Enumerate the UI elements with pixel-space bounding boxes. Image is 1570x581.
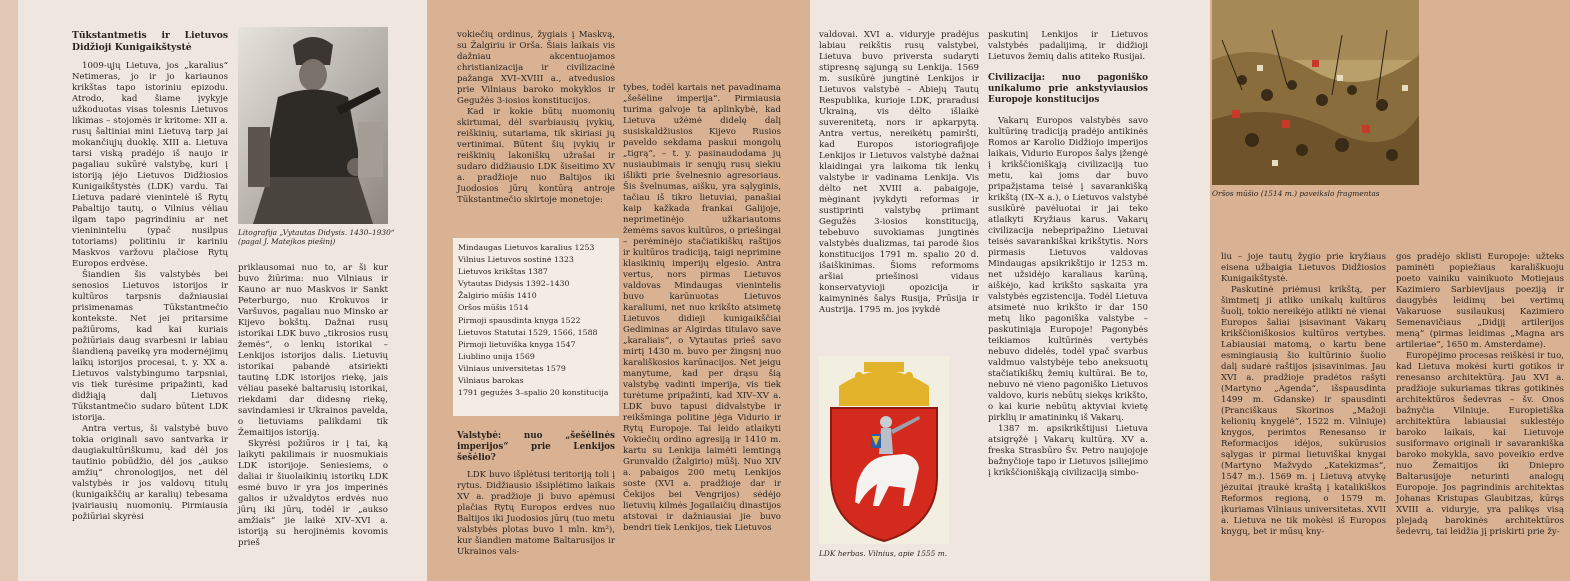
timeline-entry: Vilniaus universitetas 1579 [458, 363, 566, 373]
page2-column-1 [457, 30, 615, 206]
page2-col1-p2: Kad ir kokie būtų nuomonių skirtumai, dėl svarbiausių įvykių, reiškinių, sutariama, tik skiriasi jų vertinimai. Būtent šių įvykių ir reiškinių lakoniškų užrašai ir sudaro didžiausio LDK šiseitimo XV a. pradžioje nuo Baltijos iki Juodosios jūrų kontūrą antroje Tūkstantmečio skirtoje monetoje: [457, 107, 615, 205]
page-3 [810, 0, 1210, 581]
page3-column-2 [988, 30, 1148, 479]
coin-timeline-box [453, 238, 619, 416]
page4-col1-text [1221, 252, 1386, 538]
page3-col2-top: paskutinį Lenkijos ir Lietuvos valstybės padalijimą, ir didžioji Lietuvos žemių dalis atiteko Rusijai. [988, 30, 1148, 62]
timeline-entry: Vytautas Didysis 1392–1430 [458, 279, 570, 289]
page2-column-1-bottom [457, 424, 615, 558]
vytautas-image-caption: Litografija „Vytautas Didysis. 1430–1930“ (pagal J. Matejkos piešinį) [238, 228, 395, 246]
page4-column-1 [1221, 252, 1386, 538]
timeline-entry: Oršos mūšis 1514 [458, 303, 529, 313]
timeline-entry: Vilniaus barokas [458, 376, 524, 386]
page2-column-2 [623, 83, 781, 534]
section-heading-state: Valstybė: nuo „šešėlinės imperijos“ prie Lenkijos šešėlio? [457, 431, 615, 463]
paragraph: Paskutinė priėmusi krikštą, per šimtmetį ji atliko unikalų kultūros šuolį, tokio nereikėjo atlikti nė vienai Europos šaliai įsisavinant Vakarų krikščioniškosios kultūros vertybes. Labiausiai matomą, o kartu bene esmingiausią šio kultūrinio šuolio dalį sudarė raštijos įsisavinimas. Jau XVI a. pradžioje pradėtos rašyti (Martyno „Agenda“, išspausdinta 1499 m. Gdanske) ir spausdinti (Pranciškaus Skorinos „Mažoji kelionių knygelė“, 1522 m. Vilniuje) knygos, perimtos Renesanso ir Reformacijos idėjos, sukūrusios sąlygas ir pirmai lietuviškai knygai (Martyno Mažvydo „Katekizmas“, 1547 m.). 1569 m. į Lietuvą atvykę jėzuitai įtraukė kraštą į katalikiškos Reformos regioną, o 1579 m. įkuriamas Vilniaus universitetas. XVII a. Lietuva ne tik mokėsi iš Europos knygų, bet ir mūsų kny- [1221, 285, 1386, 537]
page1-column-2 [238, 263, 388, 549]
section-heading-millennium: Tūkstantmetis ir Lietuvos Didžioji Kunigaikštystė [72, 30, 228, 53]
page1-col1-text [72, 61, 228, 523]
paragraph: Šiandien šis valstybės bei senosios Lietuvos istorijos ir kultūros tarpsnis dažniausiai prisimenamas Tūkstantmečio kontekste. Net jei pritarsime pažiūroms, kad kai kuriais požiūriais daug svarbesni ir labiau šiandieną paveikę yra modernėjimų laikų istorijos procesai, t. y. XX a. Lietuvos valstybingumo tarpsniai, vis tiek turėsime pripažinti, kad didžiąją dalį Lietuvos Tūkstantmečio sudaro būtent LDK istorija. [72, 270, 228, 423]
page2-col2-text [623, 83, 781, 534]
timeline-entry: Mindaugas Lietuvos karalius 1253 [458, 243, 595, 252]
timeline-entry: Pirmoji lietuviška knyga 1547 [458, 339, 576, 349]
orsha-battle-painting-image [1212, 0, 1419, 185]
page1-column-1 [72, 30, 228, 523]
paragraph: Europėjimo procesas reiškėsi ir tuo, kad Lietuva mokėsi kurti gotikos ir renesanso architektūrą. Jau XVI a. pradžioje sukuriamas tikras gotikinės architektūros šedevras – šv. Onos bažnyčia Vilniuje. Europietiška architektūra labiausiai suklestėjo baroko laikais, kai Lietuvoje susiformavo originali ir savarankiška baroko mokykla, savo poveikio erdve nuo Žemaitijos iki Dniepro Baltarusijoje neturinti analogų Europoje. Jos pagrindinis architektas Johanas Kristupas Glaubitzas, kūręs XVIII a. viduryje, yra palikęs visą plejadą barokinės architektūros šedevrų, tai leidžia jį priskirti prie žy- [1396, 351, 1564, 537]
paragraph: Skyrėsi požiūros ir į tai, ką laikyti pakilimais ir nuosmukiais LDK istorijoje. Seniesiems, o daliai ir šiuolaikinių istorikų LDK esmė buvo ir yra jos imperinės galios ir užvaldytos erdvės nuo jūrų iki jūrų, todėl ir „aukso amžiais“ jie laikė XIV–XVI a. istoriją su herojinėmis kovomis prieš [238, 439, 388, 548]
page2-col1-top: vokiečių ordinus, žygiais į Maskvą, su Žalgiriu ir Orša. Šiais laikais vis dažniau akcentuojamos christianizacija ir civilizacinė pažanga XVI–XVIII a., atvedusios prie Vilniaus baroko mokyklos ir Gegužės 3-iosios konstitucijos. [457, 30, 615, 106]
paragraph: gos pradėjo sklisti Europoje: užteks paminėti popiežiaus karališkuoju poeto vainiku vainikuoto Motiejaus Kazimiero Sarbievijaus poeziją ir daugybės leidimų bei vertimų Vakaruose susilaukusį Kazimiero Semenavičiaus „Didįjį artilerijos meną“ (pirmas leidimas „Magna ars artileriae“, 1650 m. Amsterdame). [1396, 252, 1564, 350]
coat-of-arms-caption: LDK herbas. Vilnius, apie 1555 m. [819, 549, 948, 558]
paragraph: 1009-ųjų Lietuva, jos „karalius“ Netimeras, jo ir jo kariaunos krikštas tapo istoriniu epizodu. Atrodo, kad šiame įvykyje užkoduotas visas tolesnis Lietuvos likimas – stojomės ir kritome: XII a. rusų šaltiniai mini Lietuvą tarp jai mokančiųjų duoklę. XIII a. Lietuva tarsi viską pradėjo iš naujo ir pagaliau sukūrė valstybę, kuri į istoriją įėjo Lietuvos Didžiosios Kunigaikštystės (LDK) vardu. Tai Lietuva padarė vienintelė iš Rytų Pabaltijo tautų, o Vilnius vėliau ilgam tapo pagrindiniu ar net vienininteliu (ypač nusilpus totoriams) politiniu ir kariniu Maskvos varžovu plačiose Rytų Europos erdvėse. [72, 61, 228, 269]
timeline-list [458, 242, 615, 399]
vytautas-lithograph-image [238, 27, 388, 224]
page-gutter [0, 0, 18, 581]
paragraph: Antra vertus, ši valstybė buvo tokia originali savo santvarka ir daugiakultūriškumu, kad dėl jos tautinio pobūdžio, dėl jos „aukso amžių“ chronologijos, net dėl valstybės ir jos valdovų titulų (kunigaikščių ar karalių) tebesama įvairiausių nuomonių. Pirmiausia požiūriai skyrėsi [72, 424, 228, 522]
section-heading-civilization: Civilizacija: nuo pagoniško unikalumo prie ankstyviausios Europoje konstitucijos [988, 73, 1148, 105]
paragraph: 1387 m. apsikrikštijusi Lietuva atsigręžė į Vakarų kultūrą. XV a. freska Strasbūro Šv. Petro naujojoje bažnyčioje tapo ir Lietuvos įsiliejimo į krikščioniškąją civilizaciją simbo- [988, 424, 1148, 478]
page4-col2-text [1396, 252, 1564, 538]
paragraph: tybes, todėl kartais net pavadinama „šešėline imperija“. Pirmiausia turima galvoje ta aplinkybė, kad Lietuva užėmė didelę dalį susiskaldžiusios Kijevo Rusios paveldo sekdama paskui mongolų „tigrą“, – t. y. pasinaudodama jų nusiaubimais ir senųjų rusų siekiu išlikti prie švelnesnio agresoriaus. Šis švelnumas, aišku, yra sąlyginis, tačiau iš tikro lietuviai, panašiai kaip kažkada frankai Galijoje, neprimetinėjo užkariautoms žemėms savos kultūros, o priešingai – perėminėjo stačiatikiškų raštijos ir kultūros tradiciją, taigi neprimine klasikinių imperijų elgesio. Antra vertus, nors pirmas Lietuvos valdovas Mindaugas vienintelis buvo karūnuotas Lietuvos karaliumi, net nuo krikšto atsimetę Lietuvos didieji kunigaikščiai Gediminas ar Algirdas titulavo save „karaliais“, o Vytautas prieš savo mirtį 1430 m. buvo per žingsnį nuo karališkosios karūnacijos. Net jeigu manytume, kad per drąsu šią valstybę vadinti imperija, vis tiek turėtume pripažinti, kad XIV–XV a. LDK buvo tapusi didvalstybe ir reikšminga politine jėga Vidurio ir Rytų Europoje. Tai leido atlaikyti Vokiečių ordino agresiją ir 1410 m. kartu su Lenkija laimėti lemtingą Grunvaldo (Žalgirio) mūšį. Nuo XIV a. pabaigos 200 metų Lenkijos soste (XVI a. pradžioje dar ir Čekijos bei Vengrijos) sėdėjo lietuvių kilmės Jogailaičių dinastijos atstovai ir dažniausiai jie buvo bendri tiek Lenkijos, tiek Lietuvos [623, 83, 781, 533]
timeline-entry: Liublino unija 1569 [458, 351, 535, 361]
page-1 [0, 0, 427, 581]
paragraph: Vakarų Europos valstybės savo kultūrinę tradiciją pradėjo antikinės Romos ar Karolio Didžiojo imperijos laikais, Vidurio Europos šalys įžengė į krikščioniškąją civilizaciją tuo metu, kai joms dar buvo pripažįstama teisė į savarankišką krikštą (IX–X a.), o Lietuvos valstybė susikūrė pavėluotai ir jai teko atlaikyti Kryžiaus karus. Vakarų civilizacija nebepripažino Lietuvai teisės savarankiškai krikštytis. Nors pirmasis Lietuvos valdovas Mindaugas apsikrikštijo ir 1253 m. net užsidėjo karaliaus karūną, aiškėjo, kad krikšto sąskaita yra valstybės egzistencija. Todėl Lietuva atsimetė nuo krikšto ir dar 150 metų liko pagoniška valstybe – paskutiniąja Europoje! Pagonybės teikiamos kultūrinės vertybės nebuvo didelės, todėl ypač svarbus valdmuo valstybėje tebo aneksuotų stačiatikiškų žemių kultūrai. Be to, nebuvo nė vieno pagoniško Lietuvos valdovo, kuris nebūtų siekęs krikšto, o kai kurie nebūtų aktyviai kvietę pirklių ir amatininkų iš Vakarų. [988, 116, 1148, 423]
page-2 [427, 0, 810, 581]
paragraph: priklausomai nuo to, ar ši kur buvo žiūrima: nuo Vilniaus ir Kauno ar nuo Maskvos ir Sankt Peterburgo, nuo Krokuvos ir Varšuvos, pagaliau nuo Minsko ar Kijevo bokštų. Dažnai rusų istorikai LDK buvo „tikrosios rusų žemės“, o lenkų istorikai – Lenkijos istorijos dalis. Lietuvių istorikai pabandė atsiriekti tautinę LDK istorijos riekę, jais vėliau pasekė baltarusių istorikai, riekdami dar didesnę riekę, savindamiesi ir Ukrainos pavelda, o lietuviams palikdami tik Žemaitijos istoriją. [238, 263, 388, 438]
page3-col1-text: valdovai. XVI a. viduryje pradėjus labiau reikštis rusų valstybei, Lietuva buvo priversta sudaryti stipresnę sąjungą su Lenkija. 1569 m. susikūrė jungtinė Lenkijos ir Lietuvos valstybė – Abiejų Tautų Respublika, kurioje LDK, praradusi Ukrainą, vis dėlto išlaikė suverenitetą, nors ir apkarpytą. Antra vertus, nereikėtų pamiršti, kad Europos istoriografijoje Lenkijos ir Lietuvos valstybė dažnai klaidingai yra laikoma tik lenkų valstybe ir vadinama Lenkija. Vis dėlto net XVIII a. pabaigoje, mėginant įvykdyti reformas ir sustiprinti valstybę priimant Gegužės 3-iosios konstituciją, tebebuvo suvokiamas jungtinės valstybės dualizmas, tai parodė šios konstitucijos 1791 m. spalio 20 d. išaiškinimas. Šioms reformoms aršiai priešinosi vidaus konservatyvioji opozicija ir kaimyninės šalys Rusija, Prūsija ir Austrija. 1795 m. jos įvykdė [819, 30, 979, 315]
page-4 [1210, 0, 1570, 581]
page4-column-2 [1396, 252, 1564, 538]
page1-col2-text [238, 263, 388, 549]
page3-col2-text [988, 116, 1148, 479]
page2-col1-bottom: LDK buvo išplėtusi teritoriją toli į rytus. Didžiausio išsiplėtimo laikais XV a. pradžioje ji buvo apėmusi plačias Rytų Europos erdves nuo Baltijos iki Juodosios jūrų (tuo metu valstybės plotas buvo 1 mln. km²), kur šiandien matome Baltarusijos ir Ukrainos vals- [457, 470, 615, 557]
paragraph: liu – joje tautų žygio prie kryžiaus eisena užbaigia Lietuvos Didžiosios Kunigaikštystė. [1221, 252, 1386, 284]
timeline-entry: Vilnius Lietuvos sostinė 1323 [458, 255, 574, 265]
timeline-entry: Lietuvos krikštas 1387 [458, 267, 548, 277]
timeline-entry: 1791 gegužės 3–spalio 20 konstitucija [458, 388, 609, 398]
timeline-entry: Pirmoji spausdinta knyga 1522 [458, 315, 581, 325]
timeline-entry: Žalgirio mūšis 1410 [458, 291, 537, 301]
page3-column-1 [819, 30, 979, 316]
ldk-coat-of-arms-image [819, 356, 949, 544]
timeline-entry: Lietuvos Statutai 1529, 1566, 1588 [458, 327, 598, 337]
orsha-painting-caption: Oršos mūšio (1514 m.) paveikslo fragmentas [1212, 189, 1380, 198]
